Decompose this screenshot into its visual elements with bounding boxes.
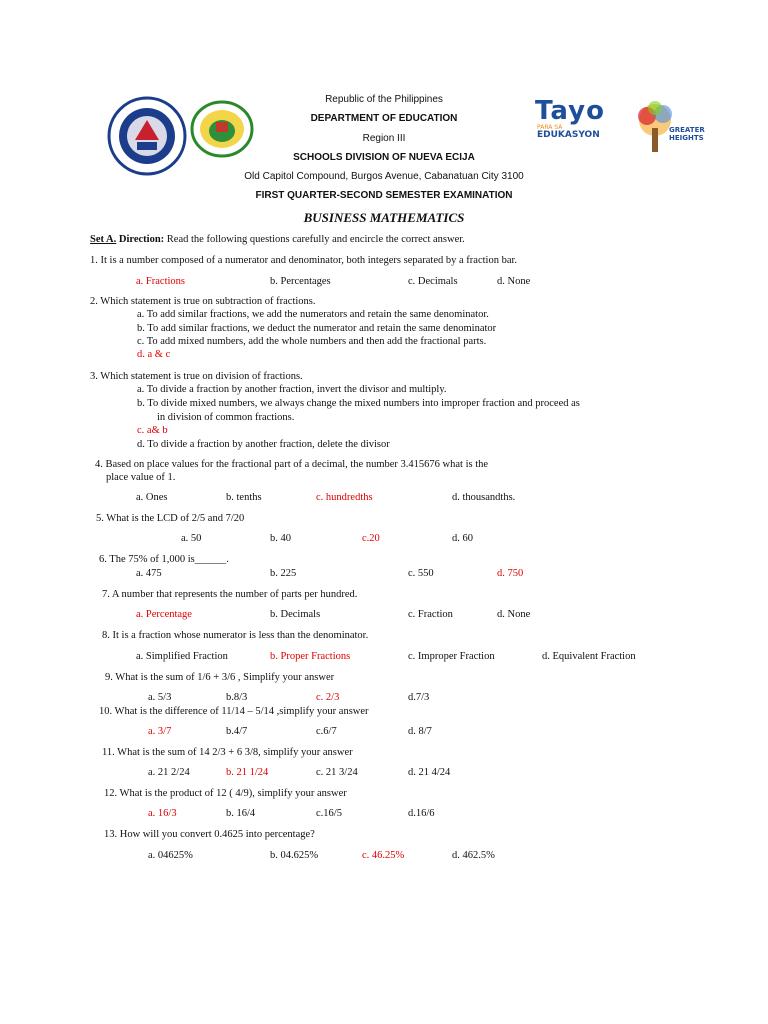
question-10: 10. What is the difference of 11/14 – 5/14 ,simplify your answer — [99, 706, 369, 717]
q12-option-b[interactable]: b. 16/4 — [226, 808, 256, 819]
q4-option-b[interactable]: b. tenths — [226, 492, 262, 503]
address-line: Old Capitol Compound, Burgos Avenue, Cabanatuan City 3100 — [244, 171, 524, 182]
q1-option-d[interactable]: d. None — [497, 276, 531, 287]
q13-option-c[interactable]: c. 46.25% — [362, 850, 405, 861]
q2-option-d[interactable]: d. a & c — [137, 349, 171, 360]
question-11: 11. What is the sum of 14 2/3 + 6 3/8, simplify your answer — [102, 747, 353, 758]
tayo-sub1: PARA SA — [537, 124, 563, 131]
q13-option-b[interactable]: b. 04.625% — [270, 850, 319, 861]
q6-option-a[interactable]: a. 475 — [136, 568, 162, 579]
q7-option-c[interactable]: c. Fraction — [408, 609, 453, 620]
q12-option-d[interactable]: d.16/6 — [408, 808, 435, 819]
q8-option-b[interactable]: b. Proper Fractions — [270, 651, 351, 662]
q3-option-a[interactable]: a. To divide a fraction by another fraction, invert the divisor and multiply. — [137, 384, 447, 395]
greater-heights-logo — [627, 100, 727, 154]
question-4: 4. Based on place values for the fractional part of a decimal, the number 3.415676 what is the — [95, 459, 489, 470]
q6-option-c[interactable]: c. 550 — [408, 568, 434, 579]
question-2: 2. Which statement is true on subtraction of fractions. — [90, 296, 316, 307]
q10-option-a[interactable]: a. 3/7 — [148, 726, 172, 737]
exam-title: FIRST QUARTER-SECOND SEMESTER EXAMINATION — [255, 190, 513, 201]
q4-option-d[interactable]: d. thousandths. — [452, 492, 516, 503]
question-1: 1. It is a number composed of a numerator and denominator, both integers separated by a fraction bar. — [90, 255, 518, 266]
set-a-label: Set A. — [90, 234, 117, 245]
q11-option-d[interactable]: d. 21 4/24 — [408, 767, 451, 778]
q2-option-b[interactable]: b. To add similar fractions, we deduct the numerator and retain the same denominator — [137, 323, 497, 334]
tayo-sub2: EDUKASYON — [537, 130, 600, 140]
q1-option-a[interactable]: a. Fractions — [136, 276, 185, 287]
question-12: 12. What is the product of 12 ( 4/9), simplify your answer — [104, 788, 347, 799]
division-seal-logo — [190, 100, 254, 158]
q7-option-d[interactable]: d. None — [497, 609, 531, 620]
question-9: 9. What is the sum of 1/6 + 3/6 , Simplify your answer — [105, 672, 335, 683]
q9-option-a[interactable]: a. 5/3 — [148, 692, 172, 703]
q5-option-b[interactable]: b. 40 — [270, 533, 291, 544]
q13-option-a[interactable]: a. 04625% — [148, 850, 193, 861]
question-13: 13. How will you convert 0.4625 into percentage? — [104, 829, 315, 840]
q12-option-c[interactable]: c.16/5 — [316, 808, 342, 819]
q10-option-b[interactable]: b.4/7 — [226, 726, 248, 737]
q8-option-c[interactable]: c. Improper Fraction — [408, 651, 495, 662]
q1-option-c[interactable]: c. Decimals — [408, 276, 458, 287]
q2-option-c[interactable]: c. To add mixed numbers, add the whole numbers and then add the fractional parts. — [137, 336, 487, 347]
q3-option-b-cont: in division of common fractions. — [157, 412, 295, 423]
tayo-wordmark: Tayo — [535, 96, 605, 126]
q2-option-a[interactable]: a. To add similar fractions, we add the numerators and retain the same denominator. — [137, 309, 489, 320]
q11-option-c[interactable]: c. 21 3/24 — [316, 767, 358, 778]
q11-option-a[interactable]: a. 21 2/24 — [148, 767, 190, 778]
republic-line: Republic of the Philippines — [325, 94, 443, 105]
question-4-cont: place value of 1. — [106, 472, 176, 483]
q4-option-c[interactable]: c. hundredths — [316, 492, 373, 503]
q11-option-b[interactable]: b. 21 1/24 — [226, 767, 269, 778]
q5-option-a[interactable]: a. 50 — [181, 533, 202, 544]
q9-option-b[interactable]: b.8/3 — [226, 692, 248, 703]
q6-option-b[interactable]: b. 225 — [270, 568, 297, 579]
q5-option-c[interactable]: c.20 — [362, 533, 380, 544]
q6-option-d[interactable]: d. 750 — [497, 568, 524, 579]
question-7: 7. A number that represents the number of parts per hundred. — [102, 589, 358, 600]
q1-option-b[interactable]: b. Percentages — [270, 276, 331, 287]
q4-option-a[interactable]: a. Ones — [136, 492, 168, 503]
direction-label: Direction: — [118, 234, 165, 245]
question-5: 5. What is the LCD of 2/5 and 7/20 — [96, 513, 245, 524]
question-6: 6. The 75% of 1,000 is______. — [99, 554, 229, 565]
division-line: SCHOOLS DIVISION OF NUEVA ECIJA — [293, 152, 475, 163]
q8-option-a[interactable]: a. Simplified Fraction — [136, 651, 228, 662]
q10-option-d[interactable]: d. 8/7 — [408, 726, 432, 737]
set-a-direction — [90, 234, 465, 245]
q7-option-a[interactable]: a. Percentage — [136, 609, 192, 620]
q12-option-a[interactable]: a. 16/3 — [148, 808, 177, 819]
q7-option-b[interactable]: b. Decimals — [270, 609, 321, 620]
department-line: DEPARTMENT OF EDUCATION — [310, 113, 458, 124]
question-3: 3. Which statement is true on division of fractions. — [90, 371, 303, 382]
q3-option-c[interactable]: c. a& b — [137, 425, 168, 436]
q5-option-d[interactable]: d. 60 — [452, 533, 473, 544]
q9-option-d[interactable]: d.7/3 — [408, 692, 430, 703]
q13-option-d[interactable]: d. 462.5% — [452, 850, 495, 861]
direction-text: Read the following questions carefully and encircle the correct answer. — [166, 234, 465, 245]
q8-option-d[interactable]: d. Equivalent Fraction — [542, 651, 636, 662]
q10-option-c[interactable]: c.6/7 — [316, 726, 337, 737]
question-8: 8. It is a fraction whose numerator is less than the denominator. — [102, 630, 369, 641]
q9-option-c[interactable]: c. 2/3 — [316, 692, 340, 703]
subject-title: BUSINESS MATHEMATICS — [303, 210, 465, 225]
greater-heights-wordmark: GREATER HEIGHTS — [669, 126, 705, 142]
region-line: Region III — [362, 133, 406, 144]
q3-option-d[interactable]: d. To divide a fraction by another fraction, delete the divisor — [137, 439, 390, 450]
q3-option-b[interactable]: b. To divide mixed numbers, we always change the mixed numbers into improper fraction and proceed as — [137, 398, 580, 409]
